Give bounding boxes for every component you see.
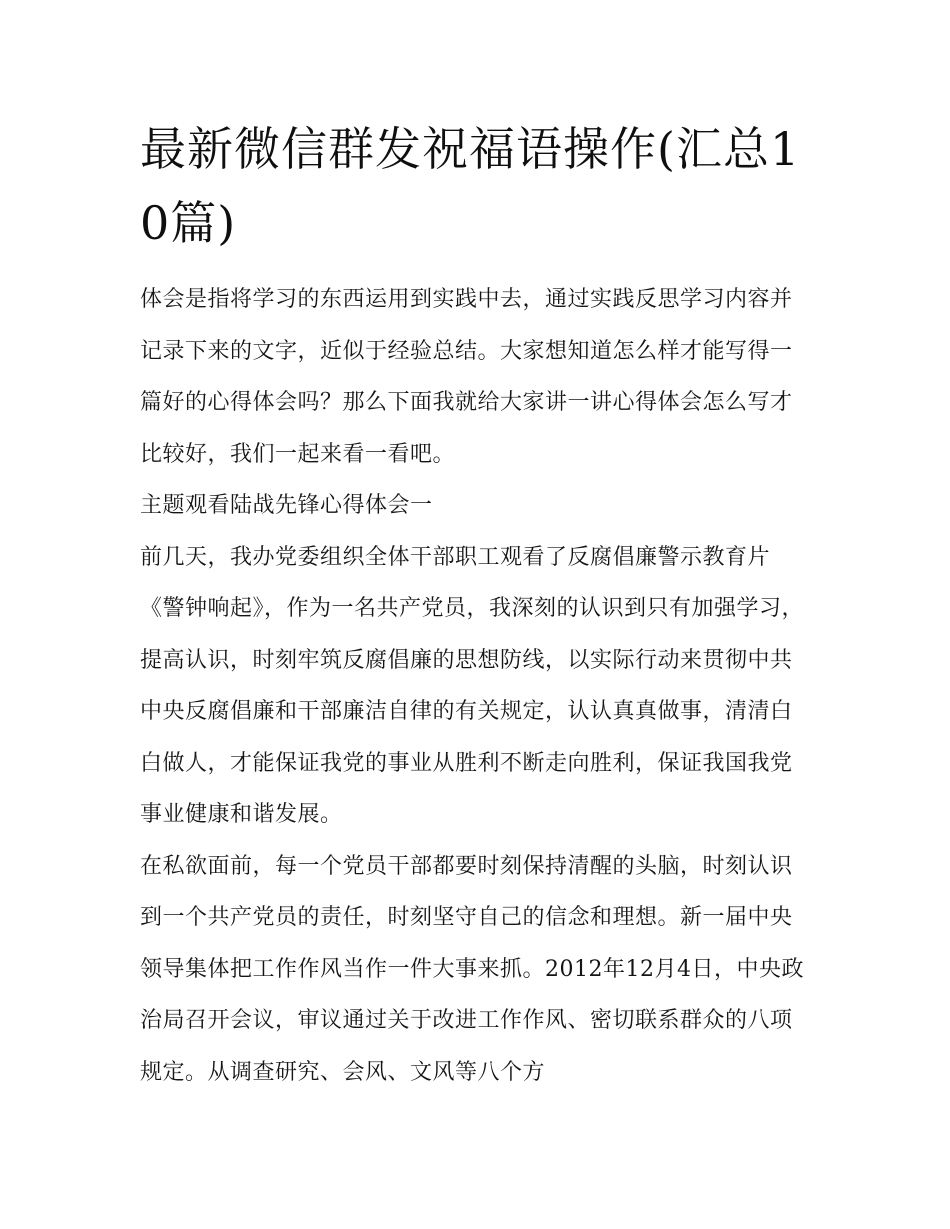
section-heading: 主题观看陆战先锋心得体会一: [140, 493, 433, 518]
document-title: 最新微信群发祝福语操作(汇总10篇): [140, 122, 801, 250]
body-paragraph-2: 在私欲面前，每一个党员干部都要时刻保持清醒的头脑，时刻认识到一个共产党员的责任，时刻坚守自己的信念和理想。新一届中央领导集体把工作作风当作一件大事来抓。2012年12月4日，中央政治局召开会议，审议通过关于改进工作作风、密切联系群众的八项规定。从调查研究、会风、文风等八个方: [140, 853, 804, 1085]
body-paragraph-1: 前几天，我办党委组织全体干部职工观看了反腐倡廉警示教育片《警钟响起》，作为一名共产党员，我深刻的认识到只有加强学习，提高认识，时刻牢筑反腐倡廉的思想防线，以实际行动来贯彻中共中央反腐倡廉和干部廉洁自律的有关规定，认认真真做事，清清白白做人，才能保证我党的事业从胜利不断走向胜利，保证我国我党事业健康和谐发展。: [140, 544, 805, 827]
document-body: [140, 112, 812, 1098]
intro-paragraph: 体会是指将学习的东西运用到实践中去，通过实践反思学习内容并记录下来的文字，近似于经验总结。大家想知道怎么样才能写得一篇好的心得体会吗？那么下面我就给大家讲一讲心得体会怎么写才比较好，我们一起来看一看吧。: [140, 287, 793, 467]
